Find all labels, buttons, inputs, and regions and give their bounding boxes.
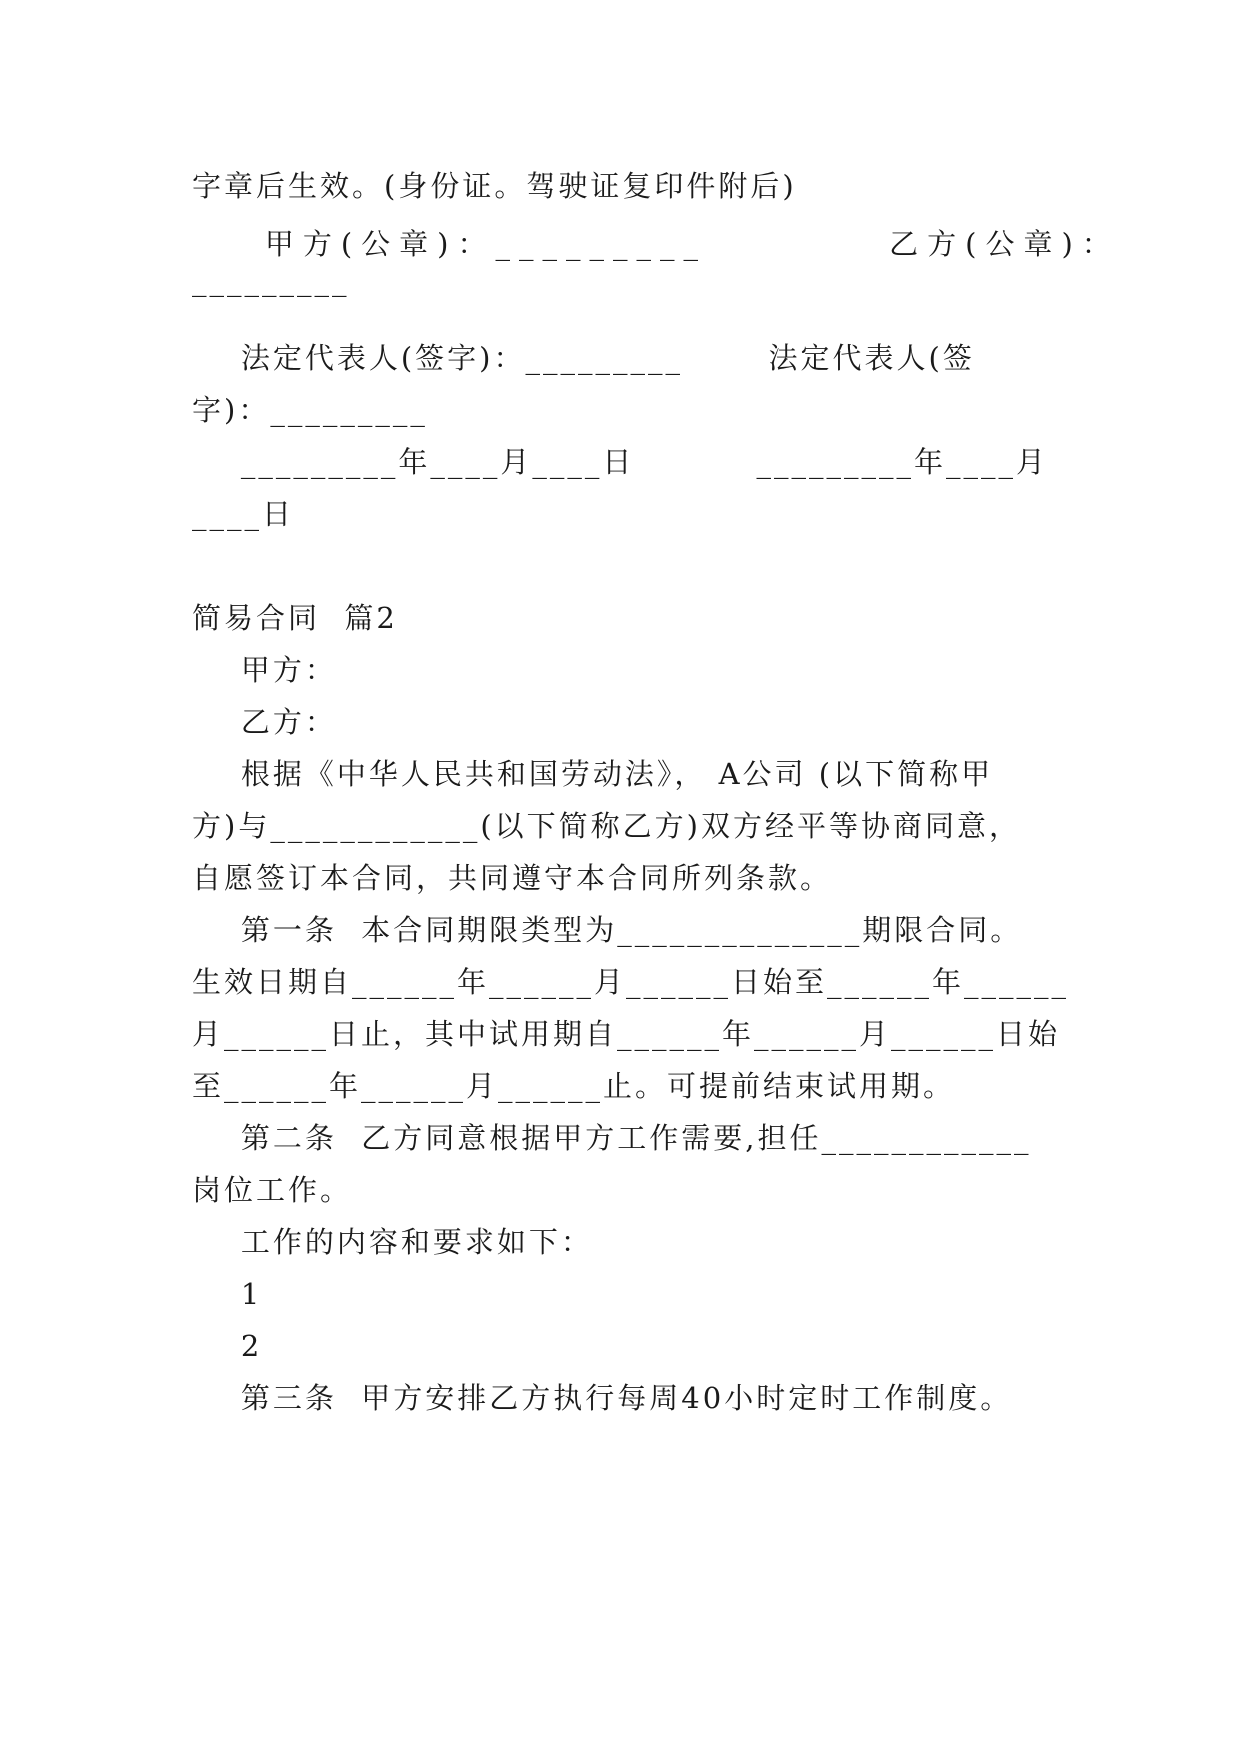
text-line: 自愿签订本合同，共同遵守本合同所列条款。 (192, 861, 833, 895)
text-line: 第三条 甲方安排乙方执行每周40小时定时工作制度。 (192, 1381, 1013, 1415)
text-line: 岗位工作。 (192, 1173, 353, 1207)
text-line: 字章后生效。(身份证。驾驶证复印件附后) (192, 169, 797, 203)
text-line: 至______年______月______止。可提前结束试用期。 (192, 1069, 956, 1103)
text-line: 乙方： (192, 705, 337, 739)
list-item: 1 (192, 1277, 263, 1311)
text-line: 第一条 本合同期限类型为______________期限合同。 (192, 913, 1023, 947)
text-line: _________ (192, 263, 350, 297)
section-heading: 简易合同 篇2 (192, 601, 398, 635)
text-line: 字)：_________ (192, 393, 428, 427)
text-line: 方)与____________(以下简称乙方)双方经平等协商同意， (192, 809, 1021, 843)
text-line: 工作的内容和要求如下： (192, 1225, 593, 1259)
text-line: 根据《中华人民共和国劳动法》， A公司 (以下简称甲 (192, 757, 994, 791)
text-line: _________年____月____日 _________年____月 (192, 445, 1049, 479)
text-line: 甲方： (192, 653, 337, 687)
text-line: 法定代表人(签字)：_________ 法定代表人(签 (192, 341, 975, 375)
text-line: 月______日止，其中试用期自______年______月______日始 (192, 1017, 1061, 1051)
text-line: 生效日期自______年______月______日始至______年______ (192, 965, 1070, 999)
text-line: ____日 (192, 497, 295, 531)
text-line: 甲方(公章)：_________ 乙方(公章)： (192, 227, 1120, 261)
text-line: 第二条 乙方同意根据甲方工作需要,担任____________ (192, 1121, 1032, 1155)
list-item: 2 (192, 1329, 263, 1363)
